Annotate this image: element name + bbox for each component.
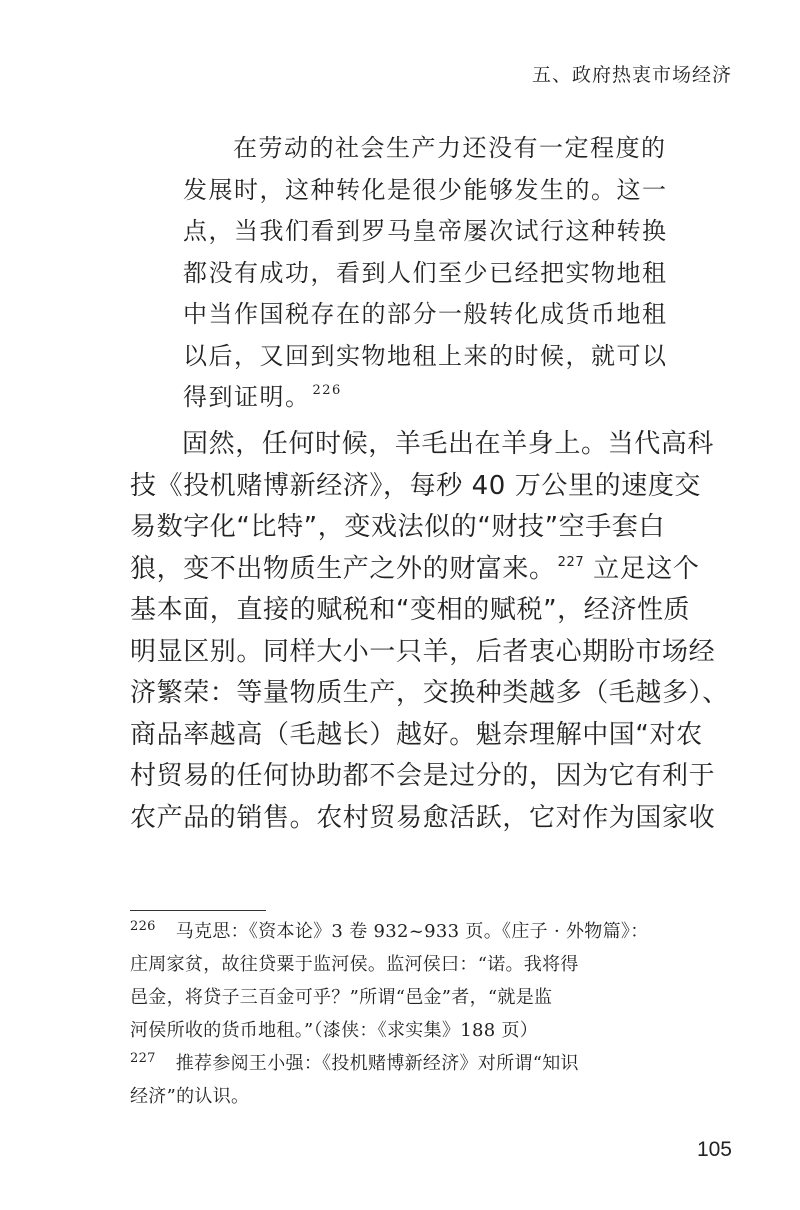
footnote-line: 庄周家贫，故往贷粟于监河侯。监河侯曰：“诺。我将得 xyxy=(130,954,579,975)
quote-last-line xyxy=(183,377,683,419)
quote-line: 发展时，这种转化是很少能够发生的。这一 xyxy=(183,175,668,204)
quote-line: 得到证明。 xyxy=(183,383,311,411)
footnote-divider xyxy=(130,910,266,911)
block-quotation xyxy=(183,128,683,419)
body-line: 易数字化“比特”，变戏法似的“财技”空手套白 xyxy=(130,512,666,542)
footnote-line: 马克思：《资本论》3 卷 932~933 页。《庄子 · 外物篇》： xyxy=(175,921,649,942)
footnote-number: 226 xyxy=(130,919,156,934)
body-line: 基本面，直接的赋税和“变相的赋税”，经济性质 xyxy=(130,595,691,625)
footnote-ref-226[interactable]: 226 xyxy=(312,383,342,398)
running-header: 五、政府热衷市场经济 xyxy=(531,64,732,86)
body-line: 狼，变不出物质生产之外的财富来。 xyxy=(130,553,556,584)
body-line: 济繁荣：等量物质生产，交换种类越多（毛越多）、 xyxy=(130,678,729,708)
quote-line: 以后，又回到实物地租上来的时候，就可以 xyxy=(183,341,668,370)
body-line-tail: 立足这个 xyxy=(584,553,700,584)
body-line: 固然，任何时候，羊毛出在羊身上。当代高科 xyxy=(182,429,715,459)
body-line: 村贸易的任何协助都不会是过分的，因为它有利于 xyxy=(130,761,716,791)
quote-line: 中当作国税存在的部分一般转化成货币地租 xyxy=(183,300,668,328)
quote-line: 点，当我们看到罗马皇帝屡次试行这种转换 xyxy=(183,217,668,245)
footnote-ref-227[interactable]: 227 xyxy=(557,554,585,570)
footnote-line: 经济”的认识。 xyxy=(130,1086,250,1107)
footnote-line: 推荐参阅王小强：《投机赌博新经济》对所谓“知识 xyxy=(175,1053,579,1074)
body-line: 明显区别。同样大小一只羊，后者衷心期盼市场经 xyxy=(130,636,716,667)
footnote-226 xyxy=(130,915,700,948)
footnote-line: 河侯所收的货币地租。”（漆侠：《求实集》188 页） xyxy=(130,1020,539,1041)
quote-line: 在劳动的社会生产力还没有一定程度的 xyxy=(233,134,667,162)
body-paragraph xyxy=(130,424,729,839)
footnotes xyxy=(130,915,700,1113)
footnote-line: 邑金，将贷子三百金可乎？”所谓“邑金”者，“就是监 xyxy=(130,987,553,1008)
footnote-number: 227 xyxy=(130,1051,156,1066)
body-line-with-ref xyxy=(130,549,700,591)
body-line: 技《投机赌博新经济》，每秒 40 万公里的速度交 xyxy=(130,470,702,501)
body-line: 农产品的销售。农村贸易愈活跃，它对作为国家收 xyxy=(130,802,716,833)
page-number: 105 xyxy=(696,1138,732,1161)
body-line: 商品率越高（毛越长）越好。魁奈理解中国“对农 xyxy=(130,719,703,750)
quote-line: 都没有成功，看到人们至少已经把实物地租 xyxy=(183,258,668,287)
footnote-227 xyxy=(130,1047,700,1080)
